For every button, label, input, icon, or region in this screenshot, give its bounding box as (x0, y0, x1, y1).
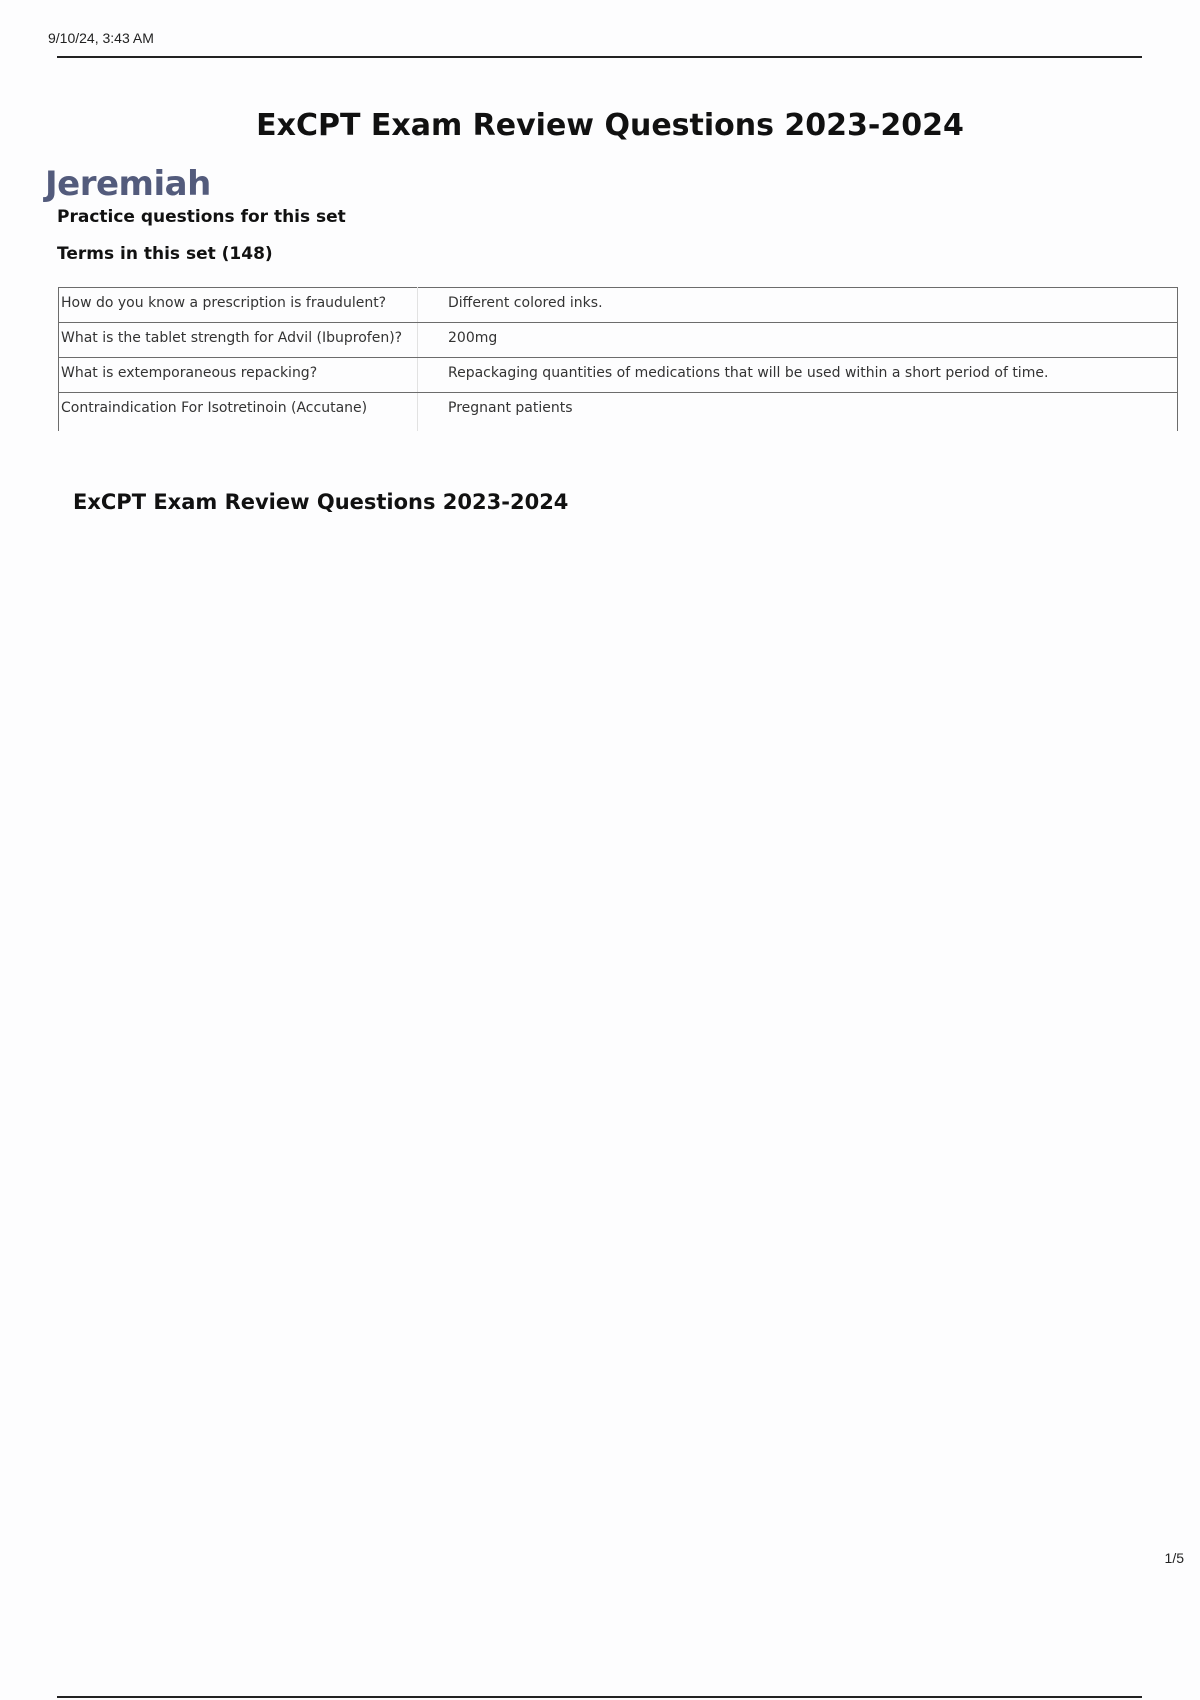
table-row (59, 358, 1178, 393)
table-row (59, 288, 1178, 323)
terms-table (58, 287, 1178, 431)
document-title: ExCPT Exam Review Questions 2023-2024 (256, 108, 964, 143)
footer-divider (57, 1696, 1142, 1698)
practice-questions-label: Practice questions for this set (57, 207, 346, 227)
table-row (59, 393, 1178, 432)
term-question: How do you know a prescription is fraudulent? (59, 288, 418, 323)
table-row (59, 323, 1178, 358)
author-name: Jeremiah (45, 164, 211, 204)
term-answer: Repackaging quantities of medications that will be used within a short period of time. (418, 358, 1178, 393)
terms-count-label: Terms in this set (148) (57, 244, 273, 264)
header-divider (57, 56, 1142, 58)
page-number: 1/5 (1164, 1550, 1184, 1566)
running-footer-title: ExCPT Exam Review Questions 2023-2024 (73, 490, 574, 514)
term-question: What is extemporaneous repacking? (59, 358, 418, 393)
print-timestamp: 9/10/24, 3:43 AM (48, 30, 154, 46)
term-answer: 200mg (418, 323, 1178, 358)
term-answer: Pregnant patients (418, 393, 1178, 432)
term-answer: Different colored inks. (418, 288, 1178, 323)
term-question: What is the tablet strength for Advil (Ibuprofen)? (59, 323, 418, 358)
term-question: Contraindication For Isotretinoin (Accutane) (59, 393, 418, 432)
